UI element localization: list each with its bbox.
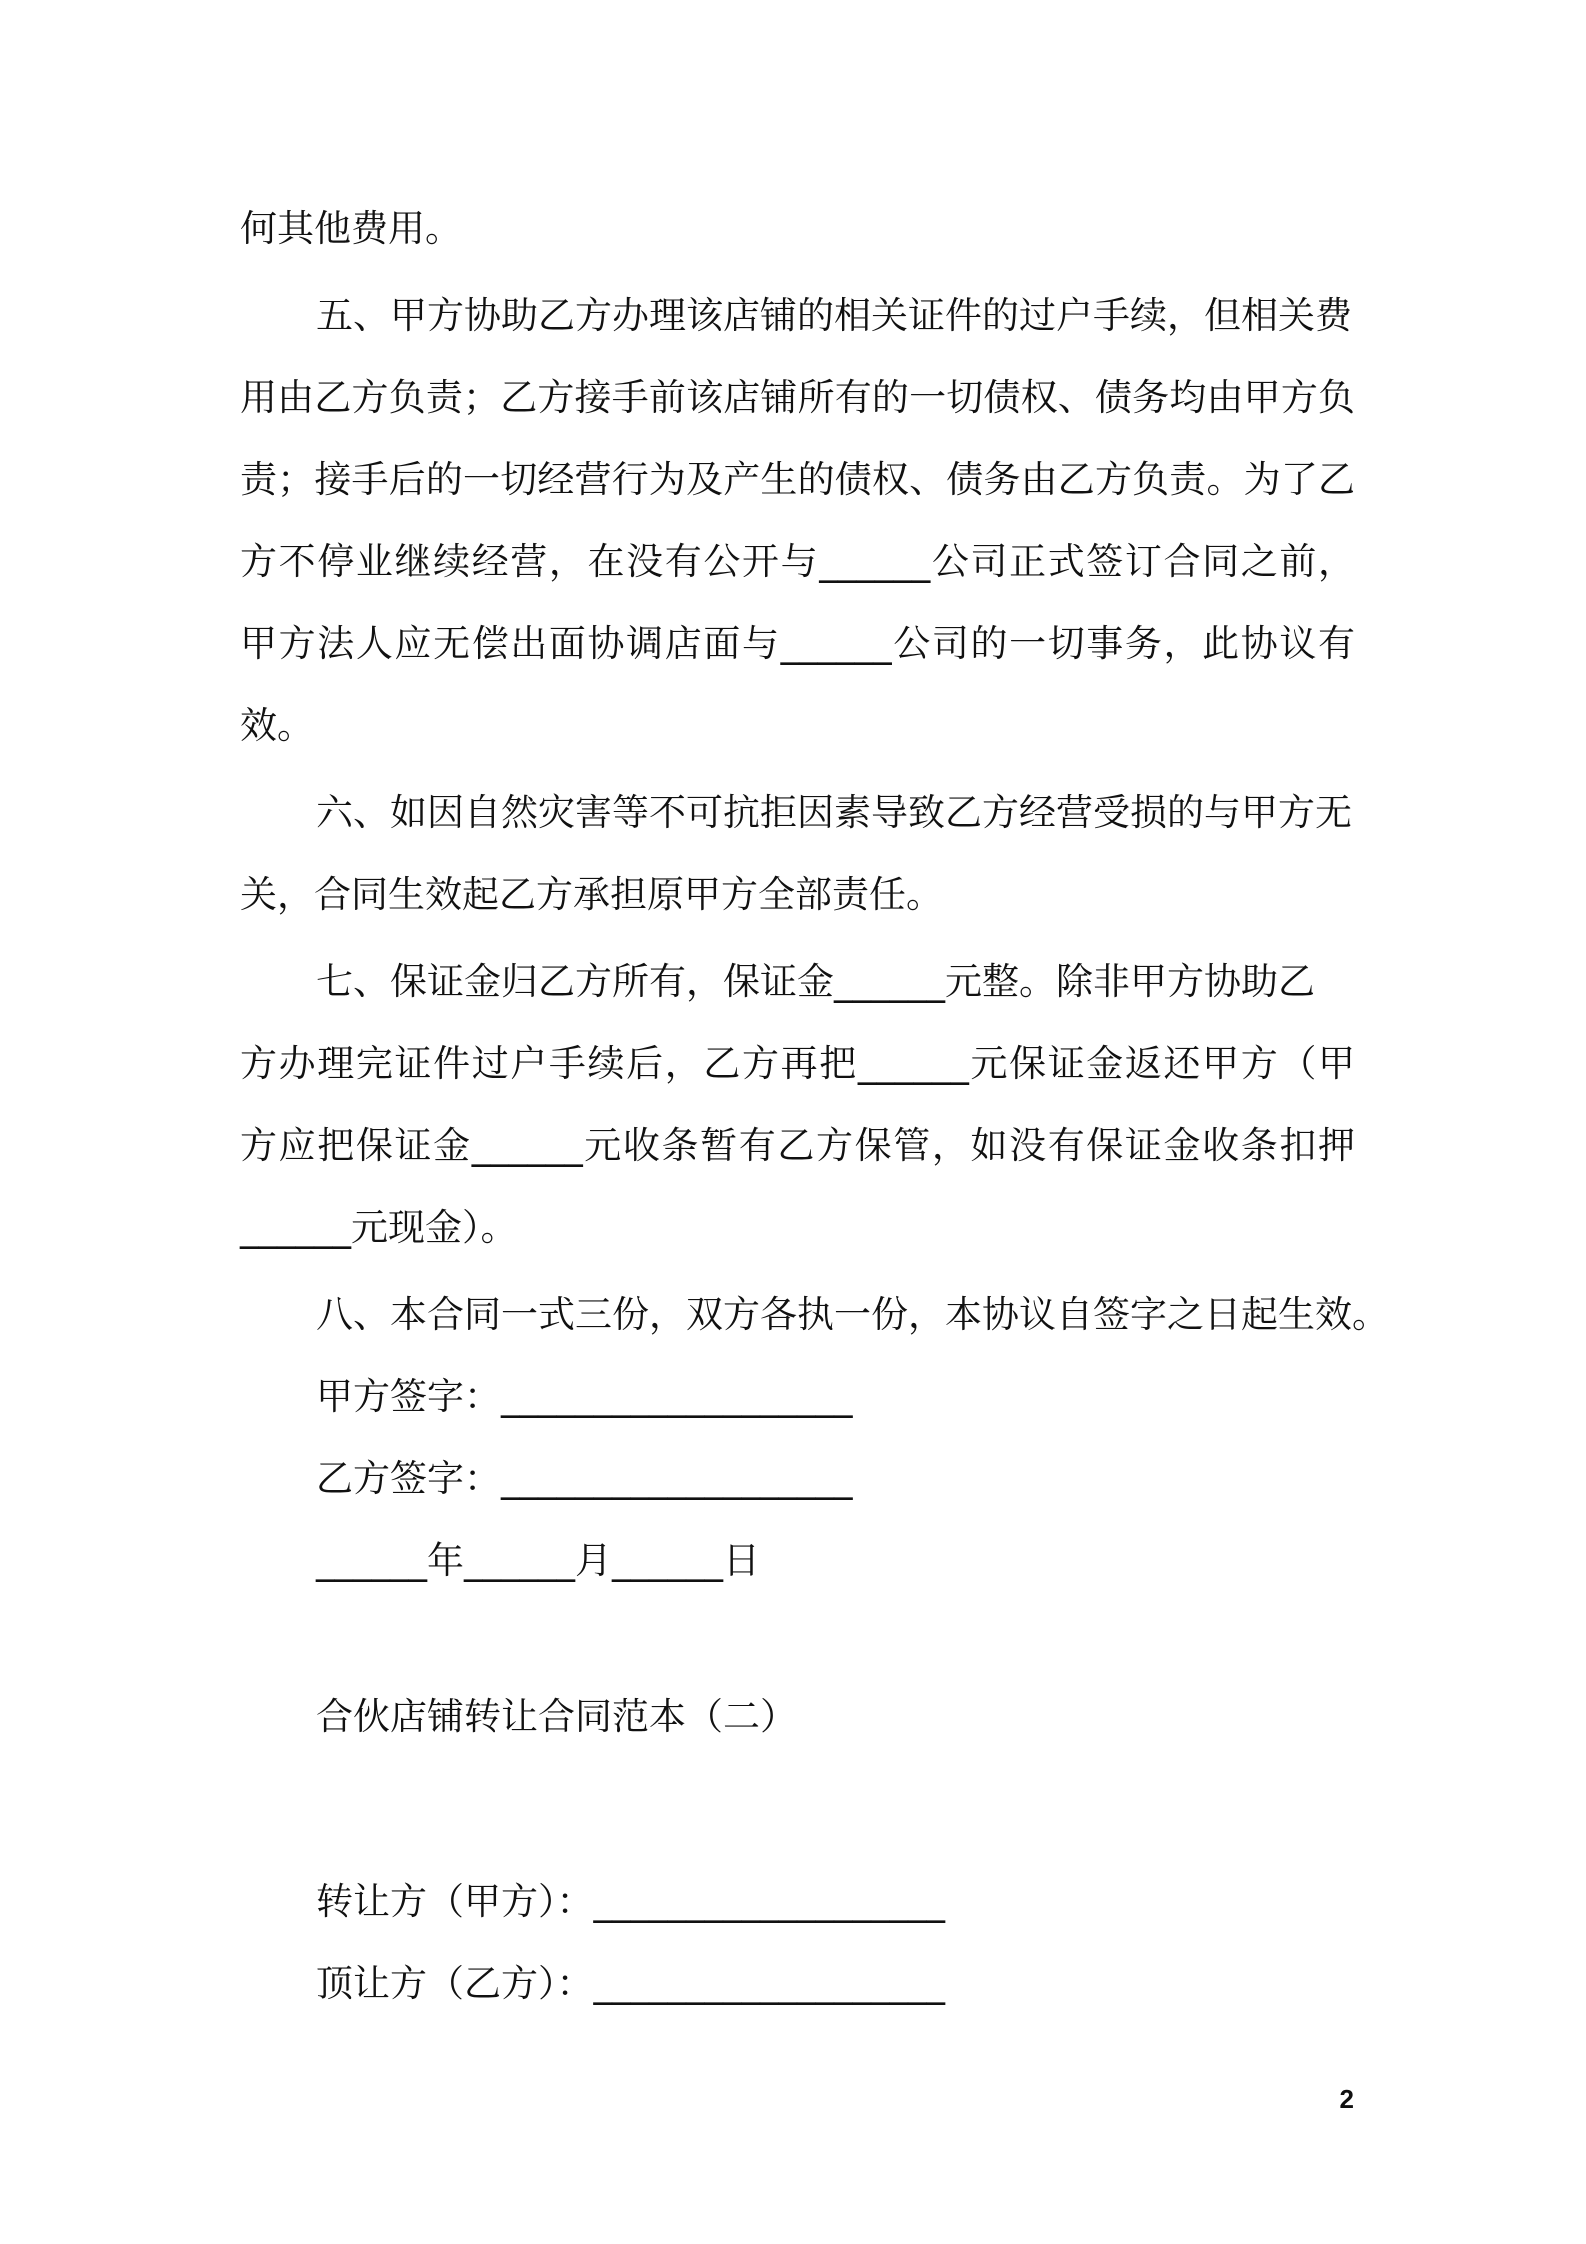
section-title: 合伙店铺转让合同范本（二） [316, 1695, 797, 1738]
paragraph-line: 方办理完证件过户手续后，乙方再把______元保证金返还甲方（甲 [240, 1042, 1355, 1085]
party-a-signature-line: 甲方签字：___________________ [316, 1375, 853, 1418]
paragraph-line: ______元现金）。 [240, 1206, 518, 1249]
paragraph-line: 责；接手后的一切经营行为及产生的债权、债务由乙方负责。为了乙 [240, 458, 1355, 501]
clause-6-heading-line: 六、如因自然灾害等不可抗拒因素导致乙方经营受损的与甲方无 [316, 791, 1352, 834]
paragraph-line: 方不停业继续经营，在没有公开与______公司正式签订合同之前， [240, 540, 1355, 583]
page-number: 2 [1339, 2084, 1354, 2114]
paragraph-line: 何其他费用。 [240, 207, 462, 250]
paragraph-line: 关，合同生效起乙方承担原甲方全部责任。 [240, 873, 943, 916]
transferee-line: 顶让方（乙方）：___________________ [316, 1962, 945, 2005]
clause-5-heading-line: 五、甲方协助乙方办理该店铺的相关证件的过户手续，但相关费 [316, 294, 1352, 337]
party-b-signature-line: 乙方签字：___________________ [316, 1457, 853, 1500]
paragraph-line: 方应把保证金______元收条暂有乙方保管，如没有保证金收条扣押 [240, 1124, 1355, 1167]
clause-7-heading-line: 七、保证金归乙方所有，保证金______元整。除非甲方协助乙 [316, 960, 1315, 1003]
paragraph-line: 效。 [240, 704, 314, 747]
date-line: ______年______月______日 [316, 1539, 760, 1582]
paragraph-line: 用由乙方负责；乙方接手前该店铺所有的一切债权、债务均由甲方负 [240, 376, 1355, 419]
paragraph-line: 甲方法人应无偿出面协调店面与______公司的一切事务，此协议有 [240, 622, 1355, 665]
transferor-line: 转让方（甲方）：___________________ [316, 1880, 945, 1923]
clause-8-heading-line: 八、本合同一式三份，双方各执一份，本协议自签字之日起生效。 [316, 1293, 1389, 1336]
